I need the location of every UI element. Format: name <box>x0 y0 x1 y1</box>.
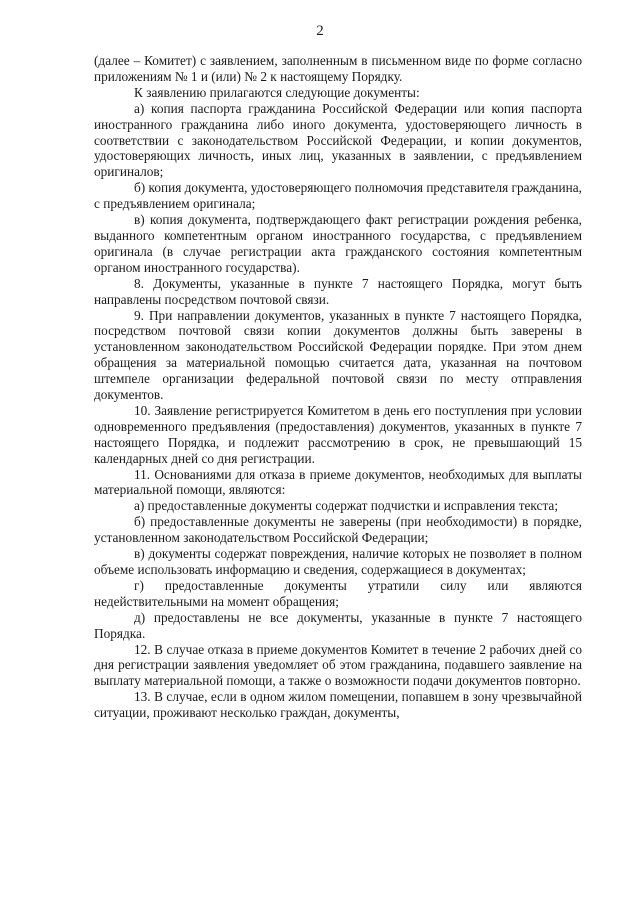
paragraph: 10. Заявление регистрируется Комитетом в день его поступления при условии одновременного предъявления (предоставления) документов, указанных в пункте 7 настоящего Порядка, и подлежит рассмотрению в срок, не превышающий 15 календарных дней со дня регистрации. <box>94 402 582 466</box>
paragraph: 9. При направлении документов, указанных в пункте 7 настоящего Порядка, посредством почтовой связи копии документов должны быть заверены в установленном законодательством Российской Федерации порядке. При этом днем обращения за материальной помощью считается дата, указанная на почтовом штемпеле организации федеральной почтовой связи по месту отправления документов. <box>94 307 582 403</box>
paragraph: б) предоставленные документы не заверены (при необходимости) в порядке, установленном законодательством Российской Федерации; <box>94 514 582 546</box>
paragraph: в) документы содержат повреждения, наличие которых не позволяет в полном объеме использовать информацию и сведения, содержащиеся в документах; <box>94 546 582 577</box>
paragraph: б) копия документа, удостоверяющего полномочия представителя гражданина, с предъявлением оригинала; <box>94 180 582 212</box>
paragraph: 11. Основаниями для отказа в приеме документов, необходимых для выплаты материальной помощи, являются: <box>94 466 582 498</box>
paragraph: а) предоставленные документы содержат подчистки и исправления текста; <box>134 498 559 514</box>
paragraph: (далее – Комитет) с заявлением, заполненным в письменном виде по форме согласно приложениям № 1 и (или) № 2 к настоящему Порядку. <box>94 53 582 84</box>
paragraph: 8. Документы, указанные в пункте 7 настоящего Порядка, могут быть направлены посредством почтовой связи. <box>94 275 582 307</box>
paragraph: 13. В случае, если в одном жилом помещении, попавшем в зону чрезвычайной ситуации, проживают несколько граждан, документы, <box>94 689 582 721</box>
document-body <box>94 53 582 721</box>
paragraph: К заявлению прилагаются следующие документы: <box>134 84 420 100</box>
paragraph: 12. В случае отказа в приеме документов Комитет в течение 2 рабочих дней со дня регистрации заявления уведомляет об этом гражданина, подавшего заявление на выплату материальной помощи, а также о возможности подачи документов повторно. <box>94 641 582 689</box>
paragraph: д) предоставлены не все документы, указанные в пункте 7 настоящего Порядка. <box>94 609 582 641</box>
paragraph: а) копия паспорта гражданина Российской Федерации или копия паспорта иностранного гражданина либо иного документа, удостоверяющего личность в соответствии с законодательством Российской Федерации, и копии документов, удостоверяющих личность, иных лиц, указанных в заявлении, с предъявлением оригиналов; <box>94 100 582 180</box>
page-number: 2 <box>316 23 324 39</box>
paragraph: г) предоставленные документы утратили силу или являются недействительными на момент обращения; <box>94 577 582 609</box>
paragraph: в) копия документа, подтверждающего факт регистрации рождения ребенка, выданного компетентным органом иностранного государства, с предъявлением оригинала (в случае регистрации акта гражданского состояния компетентным органом иностранного государства). <box>94 212 582 275</box>
